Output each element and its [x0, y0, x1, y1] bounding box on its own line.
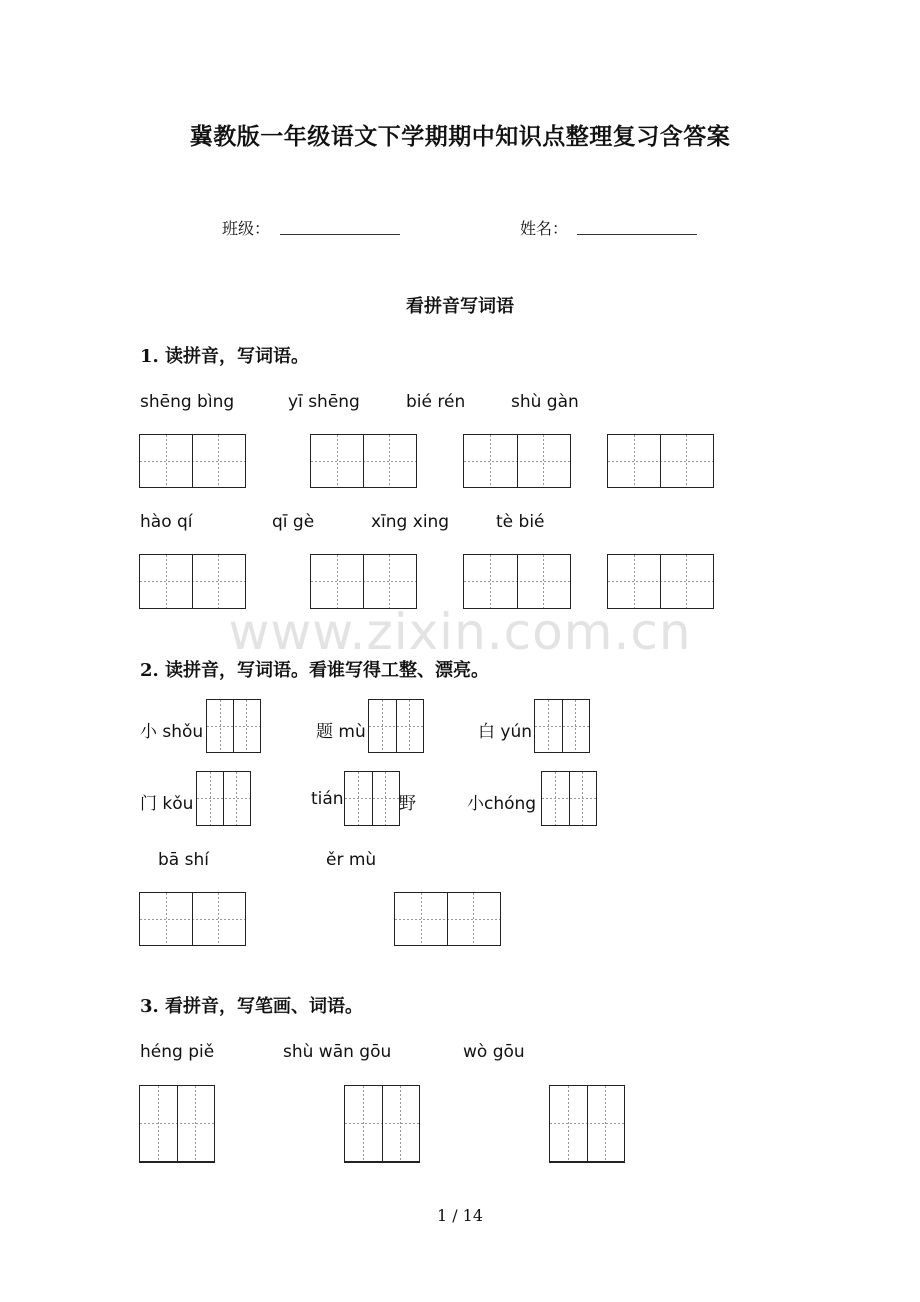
writing-grid[interactable] [139, 434, 246, 488]
document-title: 冀教版一年级语文下学期期中知识点整理复习含答案 [189, 123, 731, 150]
writing-grid[interactable] [394, 892, 501, 946]
pinyin-suffix: 野 [399, 794, 416, 814]
pinyin-item: bā shí [158, 850, 209, 870]
name-label: 姓名： [520, 219, 569, 238]
class-blank [280, 234, 400, 235]
pinyin-item: tè bié [496, 512, 545, 532]
writing-grid[interactable] [463, 554, 571, 609]
class-label: 班级： [222, 219, 271, 238]
writing-grid[interactable] [196, 771, 251, 826]
writing-grid[interactable] [541, 771, 597, 826]
writing-grid[interactable] [139, 554, 246, 609]
stroke-pinyin: wò gōu [463, 1042, 525, 1062]
writing-grid[interactable] [310, 434, 417, 488]
watermark: www.zixin.com.cn [228, 603, 692, 661]
pinyin-prefix: 题 mù [316, 722, 366, 742]
writing-grid[interactable] [139, 892, 246, 946]
writing-grid[interactable] [534, 699, 590, 753]
pinyin-item: ěr mù [326, 850, 377, 870]
writing-grid[interactable] [607, 434, 714, 488]
pinyin-prefix: 小 shǒu [140, 722, 204, 742]
pinyin-item: yī shēng [288, 392, 360, 412]
pinyin-item: shù gàn [511, 392, 579, 412]
writing-grid[interactable] [206, 699, 261, 753]
pinyin-prefix: 白 yún [478, 722, 533, 742]
writing-grid[interactable] [549, 1085, 625, 1163]
section-title: 看拼音写词语 [406, 296, 514, 317]
pinyin-item: hào qí [140, 512, 193, 532]
pinyin-item: xīng xing [371, 512, 450, 532]
writing-grid[interactable] [368, 699, 424, 753]
writing-grid[interactable] [607, 554, 714, 609]
question-3-heading: 3. 看拼音，写笔画、词语。 [140, 996, 364, 1017]
question-1-heading: 1. 读拼音，写词语。 [140, 346, 310, 367]
pinyin-prefix: 门 kǒu [140, 794, 194, 814]
pinyin-item: shēng bìng [140, 392, 235, 412]
writing-grid[interactable] [310, 554, 417, 609]
writing-grid[interactable] [463, 434, 571, 488]
pinyin-prefix: 小chóng [467, 794, 537, 814]
writing-grid[interactable] [344, 771, 400, 826]
page-number: 1 / 14 [436, 1206, 484, 1225]
writing-grid[interactable] [344, 1085, 420, 1163]
stroke-pinyin: shù wān gōu [283, 1042, 392, 1062]
pinyin-prefix: tián [311, 789, 344, 809]
question-2-heading: 2. 读拼音，写词语。看谁写得工整、漂亮。 [140, 660, 490, 681]
writing-grid[interactable] [139, 1085, 215, 1163]
stroke-pinyin: héng piě [140, 1042, 215, 1062]
pinyin-item: qī gè [272, 512, 315, 532]
name-blank [577, 234, 697, 235]
pinyin-item: bié rén [406, 392, 466, 412]
